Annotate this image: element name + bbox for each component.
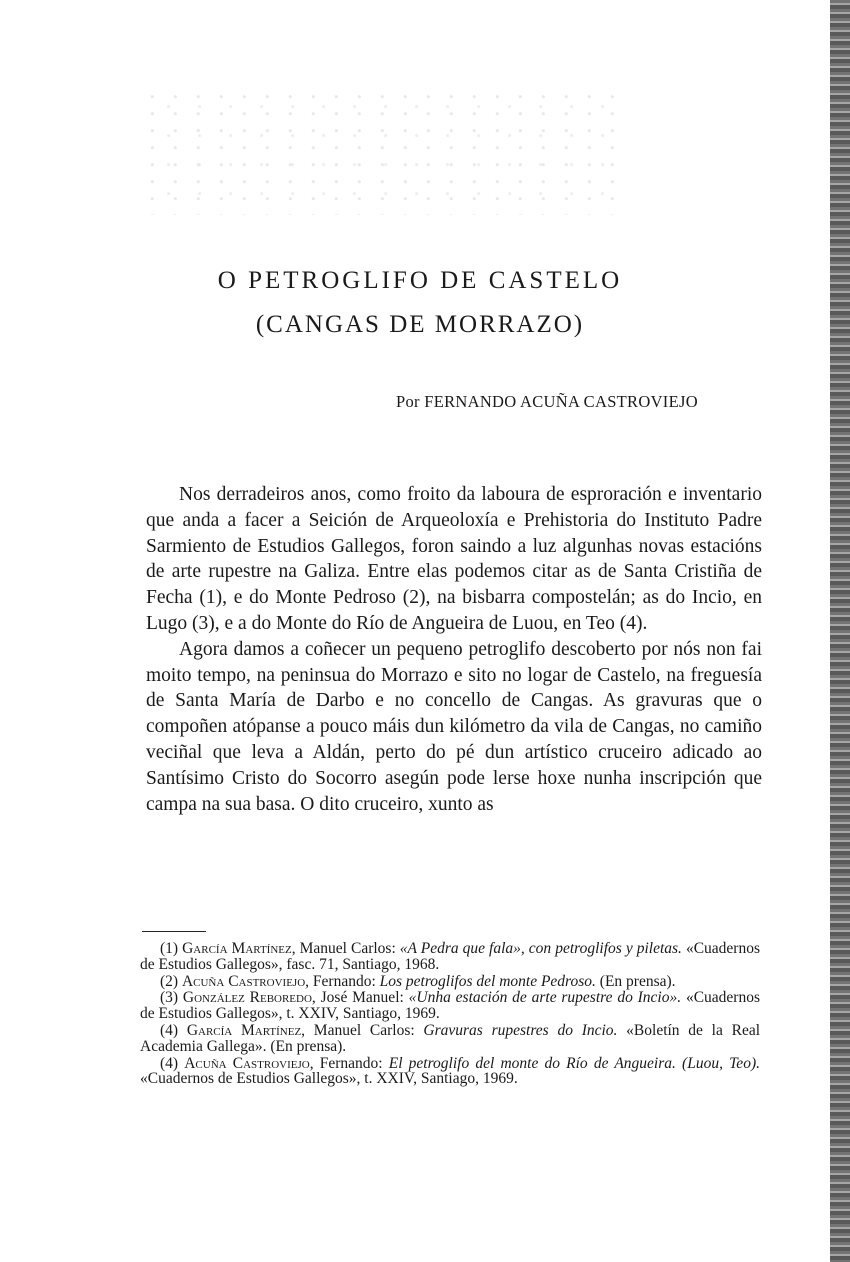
footnote-author: Acuña Castroviejo [181, 972, 306, 990]
footnote-mark: (4) [160, 1054, 179, 1072]
article-byline: Por FERNANDO ACUÑA CASTROVIEJO [396, 392, 698, 411]
article-title: O PETROGLIFO DE CASTELO [217, 267, 623, 294]
footnote-title: «Unha estación de arte rupestre do Incio». [408, 989, 682, 1007]
footnote [140, 941, 760, 973]
footnote [140, 974, 760, 990]
footnote [140, 1056, 760, 1088]
footnote-author-rest: , Fernando: [309, 1054, 389, 1072]
footnote-source: «Boletín de la Real Academia Gallega». (En prensa). [140, 1021, 761, 1055]
footnote-source: «Cuadernos de Estudios Gallegos», fasc. 71, Santiago, 1968. [140, 940, 761, 973]
footnote-separator [142, 931, 206, 932]
body-paragraph: Nos derradeiros anos, como froito da laboura de esproración e inventario que anda a facer a Seición de Arqueoloxía e Prehistoria do Instituto Padre Sarmiento de Estudios Gallegos, foron saindo a luz algunhas novas estacións de arte rupestre na Galiza. Entre elas podemos citar as de Santa Cristiña de Fecha (1), e do Monte Pedroso (2), na bisbarra compostelán; as do Incio, en Lugo (3), e a do Monte do Río de Angueira de Luou, en Teo (4). [146, 484, 762, 634]
footnote-title: El petroglifo del monte do Río de Angueira. (Luou, Teo). [388, 1054, 760, 1072]
article-subtitle: (CANGAS DE MORRAZO) [255, 311, 585, 338]
body-paragraph: Agora damos a coñecer un pequeno petroglifo descoberto por nós non fai moito tempo, na peninsua do Morrazo e sito no logar de Castelo, na freguesía de Santa María de Darbo e no concello de Cangas. As gravuras que o compoñen atópanse a pouco máis dun kilómetro da vila de Cangas, no camiño veciñal que leva a Aldán, perto do pé dun artístico cruceiro adicado ao Santísimo Cristo do Socorro asegún pode lerse hoxe nunha inscripción que campa na sua basa. O dito cruceiro, xunto as [146, 638, 762, 815]
footnote-mark: (2) [160, 972, 179, 990]
footnote-source: (En prensa). [595, 972, 676, 990]
footnote-mark: (1) [160, 940, 179, 957]
scan-noise [150, 95, 620, 215]
footnote [140, 990, 760, 1022]
footnote-title: Los petroglifos del monte Pedroso. [379, 972, 596, 990]
footnote-author-rest: , Manuel Carlos: [301, 1021, 424, 1039]
footnote-source: «Cuadernos de Estudios Gallegos», t. XXIV, Santiago, 1969. [140, 1070, 518, 1088]
footnote-author-rest: , Manuel Carlos: [291, 940, 400, 957]
footnote-author-rest: , Fernando: [305, 972, 380, 990]
footnote-author: García Martínez [182, 940, 292, 957]
footnote-author: Acuña Castroviejo [184, 1054, 310, 1072]
footnote-mark: (3) [160, 989, 179, 1007]
article-body [146, 482, 762, 817]
footnote [140, 1023, 760, 1055]
footnote-author: García Martínez [186, 1021, 302, 1039]
footnote-title: «A Pedra que fala», con petroglifos y piletas. [399, 940, 682, 957]
footnote-title: Gravuras rupestres do Incio. [423, 1021, 618, 1039]
footnote-mark: (4) [160, 1021, 179, 1039]
footnote-author: González Reboredo [182, 989, 312, 1007]
page-binding-edge [830, 0, 850, 1262]
footnote-author-rest: , José Manuel: [311, 989, 409, 1007]
footnotes [140, 941, 760, 1088]
footnote-source: «Cuadernos de Estudios Gallegos», t. XXIV, Santiago, 1969. [140, 989, 760, 1023]
